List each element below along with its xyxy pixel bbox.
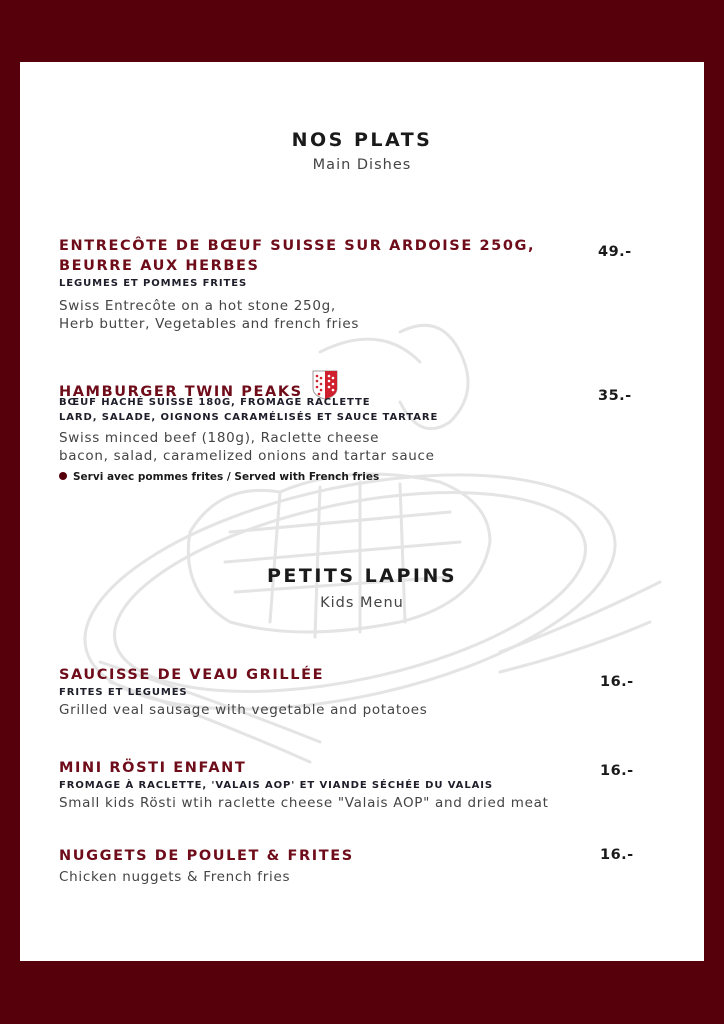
- bullet-icon: [59, 472, 67, 480]
- item-subtitle-line1: BŒUF HACHÉ SUISSE 180G, FROMAGE RACLETTE: [59, 397, 371, 408]
- item-subtitle: FRITES ET LEGUMES: [59, 687, 188, 698]
- item-desc-line2: Herb butter, Vegetables and french fries: [59, 315, 360, 332]
- item-desc-line1: Swiss Entrecôte on a hot stone 250g,: [59, 298, 336, 314]
- section-subtitle-kids: Kids Menu: [320, 595, 404, 611]
- menu-item-hamburger: [59, 370, 619, 484]
- item-desc-line1: Swiss minced beef (180g), Raclette cheese: [59, 430, 380, 446]
- section-title-kids: PETITS LAPINS: [266, 565, 458, 587]
- item-title: MINI RÖSTI ENFANT: [59, 760, 247, 776]
- menu-item-nuggets: [59, 846, 619, 887]
- menu-item-entrecote: [59, 236, 619, 333]
- item-title: SAUCISSE DE VEAU GRILLÉE: [59, 667, 325, 683]
- item-desc: Chicken nuggets & French fries: [59, 869, 291, 885]
- steak-plate-illustration: [20, 62, 704, 961]
- section-subtitle-main: Main Dishes: [312, 157, 412, 173]
- section-title-main: NOS PLATS: [291, 129, 433, 151]
- item-title-line2: BEURRE AUX HERBES: [59, 258, 260, 274]
- item-desc: Small kids Rösti wtih raclette cheese "Valais AOP" and dried meat: [59, 795, 549, 811]
- item-note-text: Servi avec pommes frites / Served with French fries: [73, 471, 380, 483]
- item-price: 16.-: [600, 763, 634, 779]
- item-subtitle-line2: LARD, SALADE, OIGNONS CARAMÉLISÉS ET SAUCE TARTARE: [59, 412, 439, 423]
- menu-item-rosti: [59, 758, 619, 813]
- item-desc-line2: bacon, salad, caramelized onions and tartar sauce: [59, 447, 435, 464]
- item-title-line1: ENTRECÔTE DE BŒUF SUISSE SUR ARDOISE 250G,: [59, 238, 536, 254]
- item-subtitle: LEGUMES ET POMMES FRITES: [59, 278, 248, 289]
- item-title: HAMBURGER TWIN PEAKS: [59, 384, 303, 400]
- item-price: 35.-: [598, 388, 632, 404]
- menu-page: [20, 62, 704, 961]
- item-price: 16.-: [600, 674, 634, 690]
- item-subtitle: FROMAGE À RACLETTE, 'VALAIS AOP' ET VIANDE SÉCHÉE DU VALAIS: [59, 780, 493, 791]
- item-price: 49.-: [598, 244, 632, 260]
- item-price: 16.-: [600, 847, 634, 863]
- menu-item-sausage: [59, 665, 619, 720]
- item-title: NUGGETS DE POULET & FRITES: [59, 848, 354, 864]
- item-desc: Grilled veal sausage with vegetable and potatoes: [59, 702, 428, 718]
- item-note: [59, 470, 619, 484]
